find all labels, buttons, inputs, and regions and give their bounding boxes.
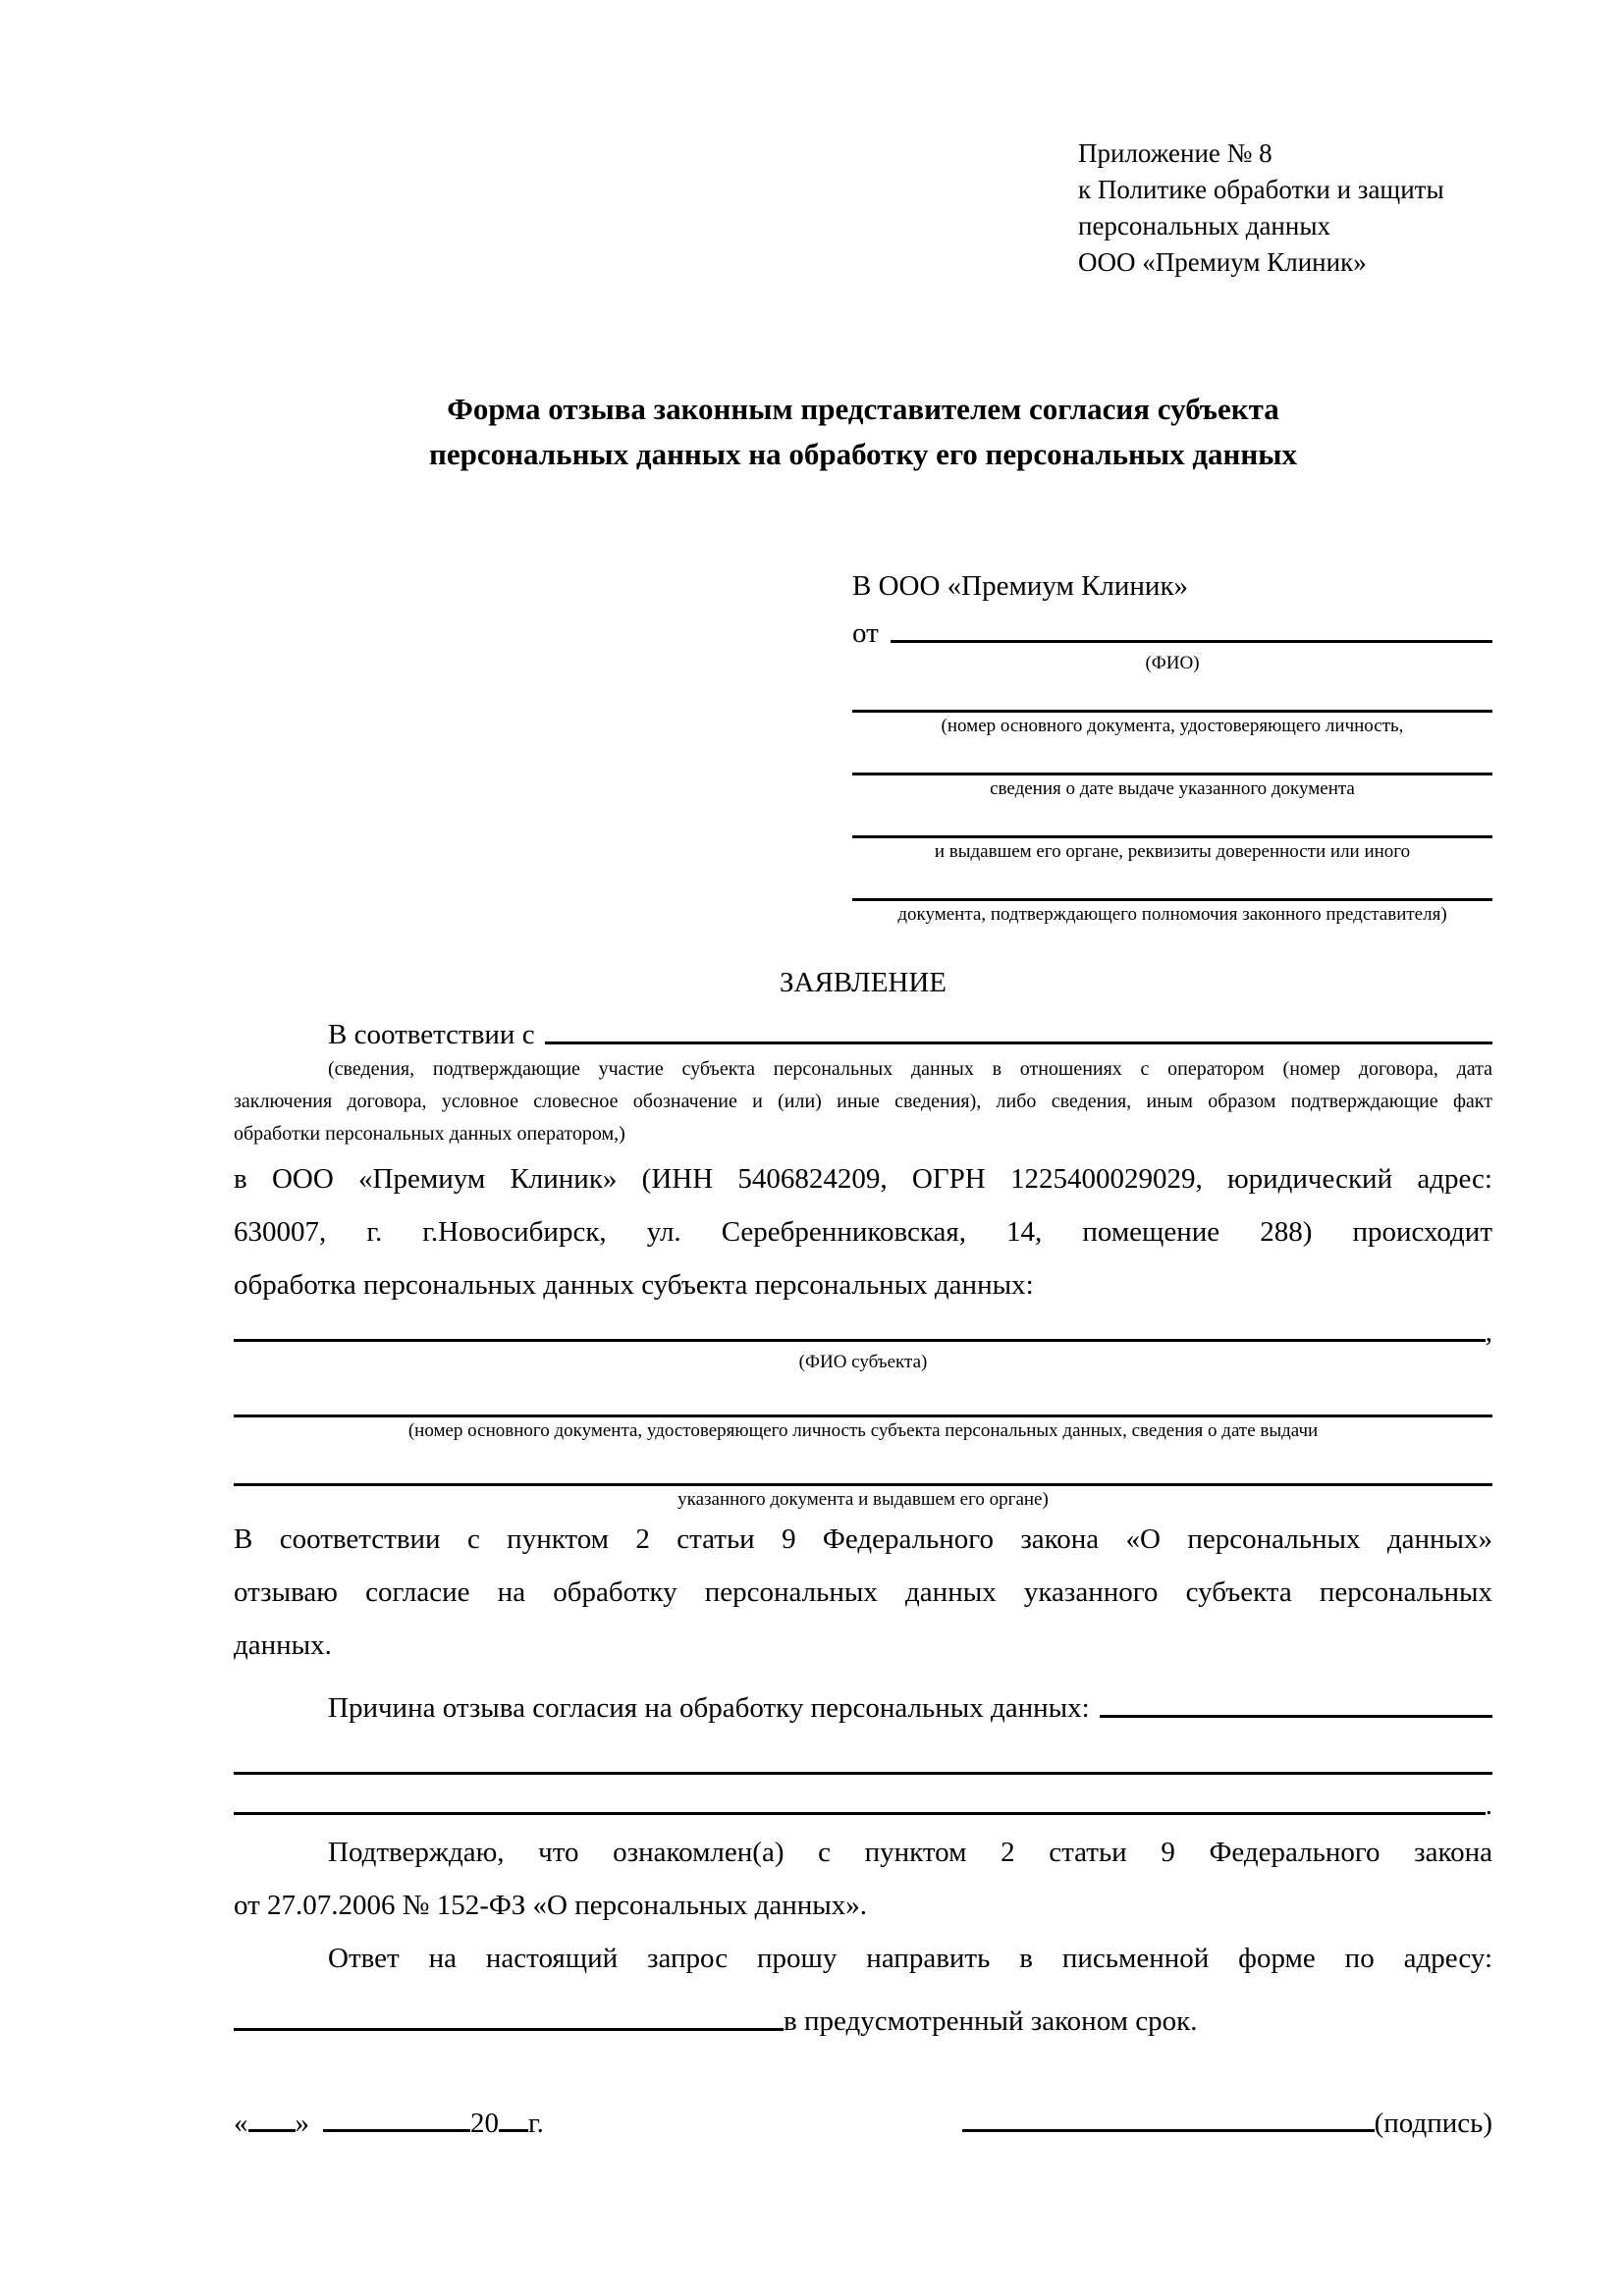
from-row bbox=[852, 607, 1492, 650]
date-year-blank bbox=[499, 2125, 528, 2132]
representative-doc-caption-1: (номер основного документа, удостоверяющего личность, bbox=[941, 716, 1404, 736]
reason-period: . bbox=[1485, 1789, 1492, 1821]
date-close-quote: » bbox=[295, 2108, 309, 2139]
signature-blank-line bbox=[962, 2125, 1375, 2132]
reply-suffix: в предусмотренный законом срок. bbox=[784, 2005, 1198, 2037]
representative-doc-blank-line-4 bbox=[852, 865, 1492, 901]
representative-doc-blank-line-2 bbox=[852, 739, 1492, 775]
basis-note-line-3: обработки персональных данных оператором,) bbox=[234, 1123, 625, 1145]
basis-blank-line bbox=[545, 1041, 1492, 1044]
reason-blank-line-3 bbox=[234, 1812, 1486, 1815]
representative-doc-caption-3: и выдавшем его органе, реквизиты доверенности или иного bbox=[934, 841, 1411, 862]
fio-caption: (ФИО) bbox=[1145, 653, 1200, 673]
appendix-header bbox=[1078, 135, 1492, 281]
withdrawal-line-1: В соответствии с пунктом 2 статьи 9 Федерального закона «О персональных данных» bbox=[234, 1523, 1492, 1555]
reply-line-1: Ответ на настоящий запрос прошу направить в письменной форме по адресу: bbox=[328, 1943, 1492, 1974]
reply-address-blank-line bbox=[234, 2028, 784, 2031]
basis-note-line-2: заключения договора, условное словесное обозначение и (или) иные сведения), либо сведения, иным образом подтверждающие факт bbox=[234, 1091, 1492, 1112]
representative-doc-caption-4: документа, подтверждающего полномочия законного представителя) bbox=[897, 904, 1447, 925]
reply-address-row bbox=[234, 1985, 1492, 2038]
reason-blank-row-3 bbox=[234, 1775, 1492, 1822]
date-month-blank bbox=[323, 2125, 470, 2132]
reason-blank-line-1 bbox=[1100, 1715, 1492, 1718]
reason-label: Причина отзыва согласия на обработку персональных данных: bbox=[328, 1692, 1090, 1724]
basis-note bbox=[234, 1053, 1492, 1150]
operator-line-1: в ООО «Премиум Клиник» (ИНН 5406824209, ОГРН 1225400029029, юридический адрес: bbox=[234, 1163, 1492, 1195]
reply-paragraph bbox=[234, 1932, 1492, 1985]
appendix-line-1: Приложение № 8 bbox=[1078, 138, 1272, 168]
operator-paragraph bbox=[234, 1152, 1492, 1311]
appendix-line-2: к Политике обработки и защиты bbox=[1078, 175, 1444, 204]
addressee-organization: В ООО «Премиум Клиник» bbox=[852, 570, 1189, 602]
subject-doc-blank-line-2 bbox=[234, 1452, 1492, 1486]
confirmation-line-2: от 27.07.2006 № 152-ФЗ «О персональных данных». bbox=[234, 1890, 868, 1921]
intro-prefix: В соответствии с bbox=[328, 1019, 535, 1050]
withdrawal-line-2: отзываю согласие на обработку персональных данных указанного субъекта персональных bbox=[234, 1576, 1492, 1608]
title-line-1: Форма отзыва законным представителем согласия субъекта bbox=[447, 392, 1279, 426]
date-field bbox=[234, 2101, 544, 2146]
addressee-block bbox=[852, 565, 1492, 928]
appendix-line-3: персональных данных bbox=[1078, 211, 1330, 240]
confirmation-line-1: Подтверждаю, что ознакомлен(а) с пунктом 2 статьи 9 Федерального закона bbox=[328, 1837, 1492, 1868]
reason-row bbox=[234, 1672, 1492, 1725]
subject-fio-blank-line bbox=[234, 1339, 1486, 1342]
statement-heading: ЗАЯВЛЕНИЕ bbox=[779, 967, 947, 998]
subject-doc-blank-line-1 bbox=[234, 1383, 1492, 1417]
date-year-suffix: г. bbox=[528, 2108, 544, 2139]
subject-fio-caption: (ФИО субъекта) bbox=[798, 1352, 928, 1372]
appendix-line-4: ООО «Премиум Клиник» bbox=[1078, 247, 1367, 277]
withdrawal-line-3: данных. bbox=[234, 1629, 332, 1661]
operator-line-3: обработка персональных данных субъекта персональных данных: bbox=[234, 1269, 1034, 1301]
representative-fio-blank-line bbox=[891, 640, 1492, 643]
representative-doc-blank-line-3 bbox=[852, 802, 1492, 838]
footer-row bbox=[234, 2101, 1492, 2146]
document-title bbox=[234, 387, 1492, 477]
operator-line-2: 630007, г. г.Новосибирск, ул. Серебренниковская, 14, помещение 288) происходит bbox=[234, 1216, 1492, 1248]
withdrawal-paragraph bbox=[234, 1513, 1492, 1672]
basis-note-line-1: (сведения, подтверждающие участие субъекта персональных данных в отношениях с оператором (номер договора, дата bbox=[328, 1058, 1492, 1080]
date-year-prefix: 20 bbox=[470, 2108, 499, 2139]
signature-caption: (подпись) bbox=[1374, 2108, 1492, 2139]
confirmation-paragraph bbox=[234, 1826, 1492, 1932]
subject-fio-comma: , bbox=[1485, 1316, 1492, 1348]
subject-doc-caption-2: указанного документа и выдавшем его органе) bbox=[677, 1489, 1049, 1510]
intro-row bbox=[234, 1008, 1492, 1051]
subject-fio-row bbox=[234, 1313, 1492, 1349]
representative-doc-blank-line-1 bbox=[852, 676, 1492, 713]
date-day-blank bbox=[248, 2125, 296, 2132]
from-label: от bbox=[852, 617, 879, 649]
representative-doc-caption-2: сведения о дате выдаче указанного документа bbox=[990, 778, 1355, 799]
reason-blank-line-2 bbox=[234, 1729, 1492, 1775]
date-open-quote: « bbox=[234, 2108, 248, 2139]
signature-field bbox=[962, 2101, 1492, 2146]
subject-doc-caption-1: (номер основного документа, удостоверяющего личность субъекта персональных данных, сведения о дате выдачи bbox=[407, 1420, 1319, 1441]
title-line-2: персональных данных на обработку его персональных данных bbox=[429, 437, 1297, 471]
